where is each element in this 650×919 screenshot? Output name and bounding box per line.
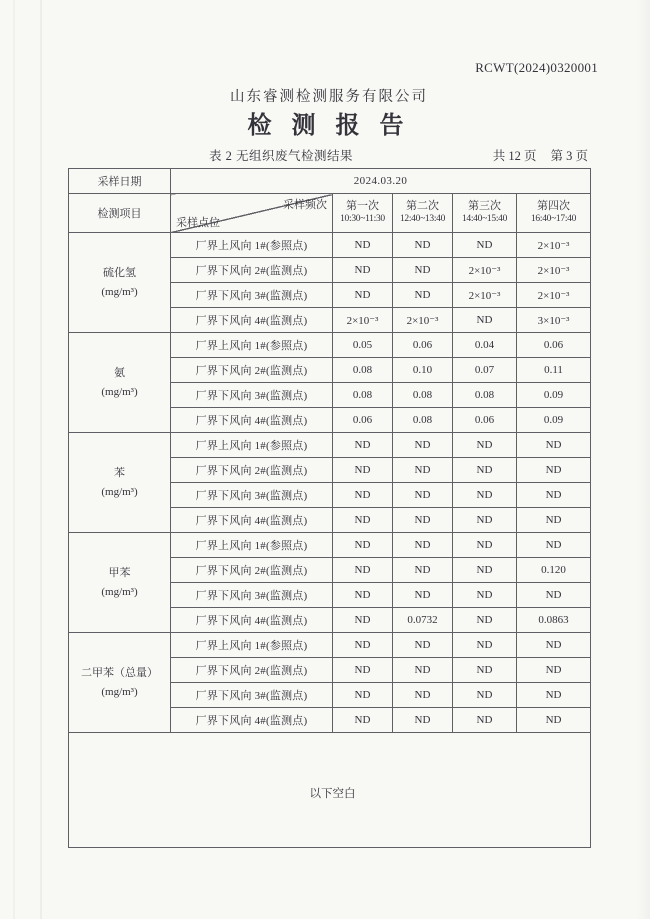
value-cell: ND [517, 508, 591, 533]
value-cell: 2×10⁻³ [517, 283, 591, 308]
sampling-point: 厂界上风向 1#(参照点) [171, 233, 333, 258]
analyte-group-h2s [69, 233, 171, 333]
value-cell: 0.06 [393, 333, 453, 358]
column-label: 第三次 [468, 200, 501, 213]
sampling-point: 厂界下风向 4#(监测点) [171, 408, 333, 433]
sampling-point: 厂界下风向 2#(监测点) [171, 258, 333, 283]
value-cell: 0.120 [517, 558, 591, 583]
sampling-point: 厂界下风向 3#(监测点) [171, 383, 333, 408]
sampling-point: 厂界下风向 2#(监测点) [171, 458, 333, 483]
analyte-unit: (mg/m³) [101, 285, 138, 298]
sampling-point: 厂界上风向 1#(参照点) [171, 333, 333, 358]
value-cell: 0.06 [453, 408, 517, 433]
value-cell: ND [333, 433, 393, 458]
value-cell: 0.09 [517, 408, 591, 433]
value-cell: ND [393, 258, 453, 283]
value-cell: ND [393, 433, 453, 458]
value-cell: ND [453, 508, 517, 533]
value-cell: ND [333, 658, 393, 683]
column-time: 16:40~17:40 [530, 213, 577, 224]
sampling-point: 厂界下风向 4#(监测点) [171, 608, 333, 633]
value-cell: 0.08 [453, 383, 517, 408]
document-title: 检 测 报 告 [247, 113, 411, 139]
analyte-name: 氨 [114, 366, 125, 379]
page-total: 共 12 页 [492, 149, 537, 163]
sampling-point: 厂界下风向 2#(监测点) [171, 558, 333, 583]
analyte-name: 苯 [114, 466, 125, 479]
table-caption: 表 2 无组织废气检测结果 [208, 149, 353, 163]
analyte-unit: (mg/m³) [101, 585, 138, 598]
sampling-point: 厂界下风向 3#(监测点) [171, 683, 333, 708]
blank-note: 以下空白 [309, 787, 356, 800]
value-cell: ND [393, 658, 453, 683]
value-cell: ND [393, 558, 453, 583]
value-cell: ND [453, 458, 517, 483]
results-table [68, 168, 591, 848]
value-cell: 0.06 [333, 408, 393, 433]
value-cell: ND [517, 533, 591, 558]
analyte-unit: (mg/m³) [101, 685, 138, 698]
analyte-name: 二甲苯（总量） [81, 666, 158, 679]
value-cell: ND [453, 533, 517, 558]
column-time: 10:30~11:30 [340, 213, 385, 224]
sampling-point: 厂界下风向 3#(监测点) [171, 483, 333, 508]
value-cell: ND [333, 508, 393, 533]
value-cell: ND [453, 633, 517, 658]
value-cell: ND [453, 683, 517, 708]
value-cell: 3×10⁻³ [517, 308, 591, 333]
value-cell: 0.08 [333, 358, 393, 383]
value-cell: ND [333, 558, 393, 583]
value-cell: 0.0863 [517, 608, 591, 633]
analyte-group-benzene [69, 433, 171, 533]
value-cell: ND [517, 633, 591, 658]
sampling-point: 厂界下风向 4#(监测点) [171, 708, 333, 733]
page-current: 第 3 页 [550, 149, 588, 163]
value-cell: 0.10 [393, 358, 453, 383]
value-cell: 0.08 [393, 408, 453, 433]
value-cell: ND [333, 283, 393, 308]
value-cell: ND [393, 583, 453, 608]
column-time: 12:40~13:40 [399, 213, 446, 224]
column-label: 第二次 [406, 200, 439, 213]
value-cell: ND [517, 483, 591, 508]
value-cell: 0.0732 [393, 608, 453, 633]
value-cell: 0.09 [517, 383, 591, 408]
value-cell: ND [517, 433, 591, 458]
column-header-3 [453, 194, 517, 233]
analyte-group-nh3 [69, 333, 171, 433]
analyte-unit: (mg/m³) [101, 385, 138, 398]
value-cell: ND [453, 558, 517, 583]
value-cell: ND [393, 683, 453, 708]
page-info [493, 146, 588, 164]
value-cell: ND [393, 458, 453, 483]
value-cell: 2×10⁻³ [333, 308, 393, 333]
value-cell: 2×10⁻³ [393, 308, 453, 333]
value-cell: 2×10⁻³ [517, 258, 591, 283]
value-cell: 0.06 [517, 333, 591, 358]
value-cell: ND [393, 233, 453, 258]
sampling-point: 厂界上风向 1#(参照点) [171, 533, 333, 558]
value-cell: ND [517, 583, 591, 608]
value-cell: ND [453, 608, 517, 633]
value-cell: 0.07 [453, 358, 517, 383]
value-cell: 2×10⁻³ [453, 283, 517, 308]
value-cell: ND [517, 708, 591, 733]
sampling-point: 厂界下风向 2#(监测点) [171, 358, 333, 383]
value-cell: ND [333, 583, 393, 608]
value-cell: ND [517, 683, 591, 708]
sampling-point: 厂界上风向 1#(参照点) [171, 433, 333, 458]
value-cell: ND [333, 533, 393, 558]
company-name: 山东睿测检测服务有限公司 [230, 89, 428, 105]
value-cell: ND [453, 433, 517, 458]
analyte-group-xylene [69, 633, 171, 733]
value-cell: ND [453, 658, 517, 683]
diagonal-header-cell [171, 194, 333, 233]
value-cell: ND [333, 233, 393, 258]
value-cell: 0.04 [453, 333, 517, 358]
column-label: 第一次 [346, 200, 379, 213]
sampling-point: 厂界上风向 1#(参照点) [171, 633, 333, 658]
sampling-point: 厂界下风向 4#(监测点) [171, 308, 333, 333]
value-cell: ND [517, 658, 591, 683]
column-label: 第四次 [537, 200, 571, 213]
value-cell: ND [453, 483, 517, 508]
value-cell: ND [453, 708, 517, 733]
sampling-point: 厂界下风向 4#(监测点) [171, 508, 333, 533]
column-time: 14:40~15:40 [461, 213, 508, 224]
analyte-name: 甲苯 [108, 566, 131, 579]
value-cell: ND [333, 258, 393, 283]
value-cell: 0.05 [333, 333, 393, 358]
value-cell: ND [333, 608, 393, 633]
sampling-point: 厂界下风向 3#(监测点) [171, 283, 333, 308]
scan-crease [13, 0, 15, 919]
value-cell: 2×10⁻³ [453, 258, 517, 283]
value-cell: ND [517, 458, 591, 483]
value-cell: ND [333, 683, 393, 708]
value-cell: 0.08 [393, 383, 453, 408]
value-cell: ND [333, 458, 393, 483]
value-cell: ND [393, 633, 453, 658]
analyte-group-toluene [69, 533, 171, 633]
value-cell: ND [393, 283, 453, 308]
value-cell: ND [453, 233, 517, 258]
value-cell: ND [333, 708, 393, 733]
sampling-date-value: 2024.03.20 [171, 169, 591, 194]
scan-shade [636, 0, 650, 919]
frequency-label: 采样频次 [283, 199, 327, 211]
item-label: 检测项目 [69, 194, 171, 233]
blank-note-cell [69, 733, 591, 848]
analyte-name: 硫化氢 [103, 266, 136, 279]
point-label: 采样点位 [176, 217, 220, 229]
value-cell: 0.08 [333, 383, 393, 408]
value-cell: ND [393, 533, 453, 558]
scan-crease [40, 0, 42, 919]
sampling-point: 厂界下风向 3#(监测点) [171, 583, 333, 608]
report-number: RCWT(2024)0320001 [475, 60, 598, 75]
caption-row [68, 146, 590, 164]
value-cell: 0.11 [517, 358, 591, 383]
analyte-unit: (mg/m³) [101, 485, 138, 498]
value-cell: ND [393, 483, 453, 508]
sampling-point: 厂界下风向 2#(监测点) [171, 658, 333, 683]
column-header-4 [517, 194, 591, 233]
sampling-date-label: 采样日期 [69, 169, 171, 194]
column-header-2 [393, 194, 453, 233]
value-cell: ND [393, 708, 453, 733]
value-cell: 2×10⁻³ [517, 233, 591, 258]
value-cell: ND [333, 483, 393, 508]
value-cell: ND [453, 308, 517, 333]
value-cell: ND [393, 508, 453, 533]
value-cell: ND [453, 583, 517, 608]
column-header-1 [333, 194, 393, 233]
value-cell: ND [333, 633, 393, 658]
